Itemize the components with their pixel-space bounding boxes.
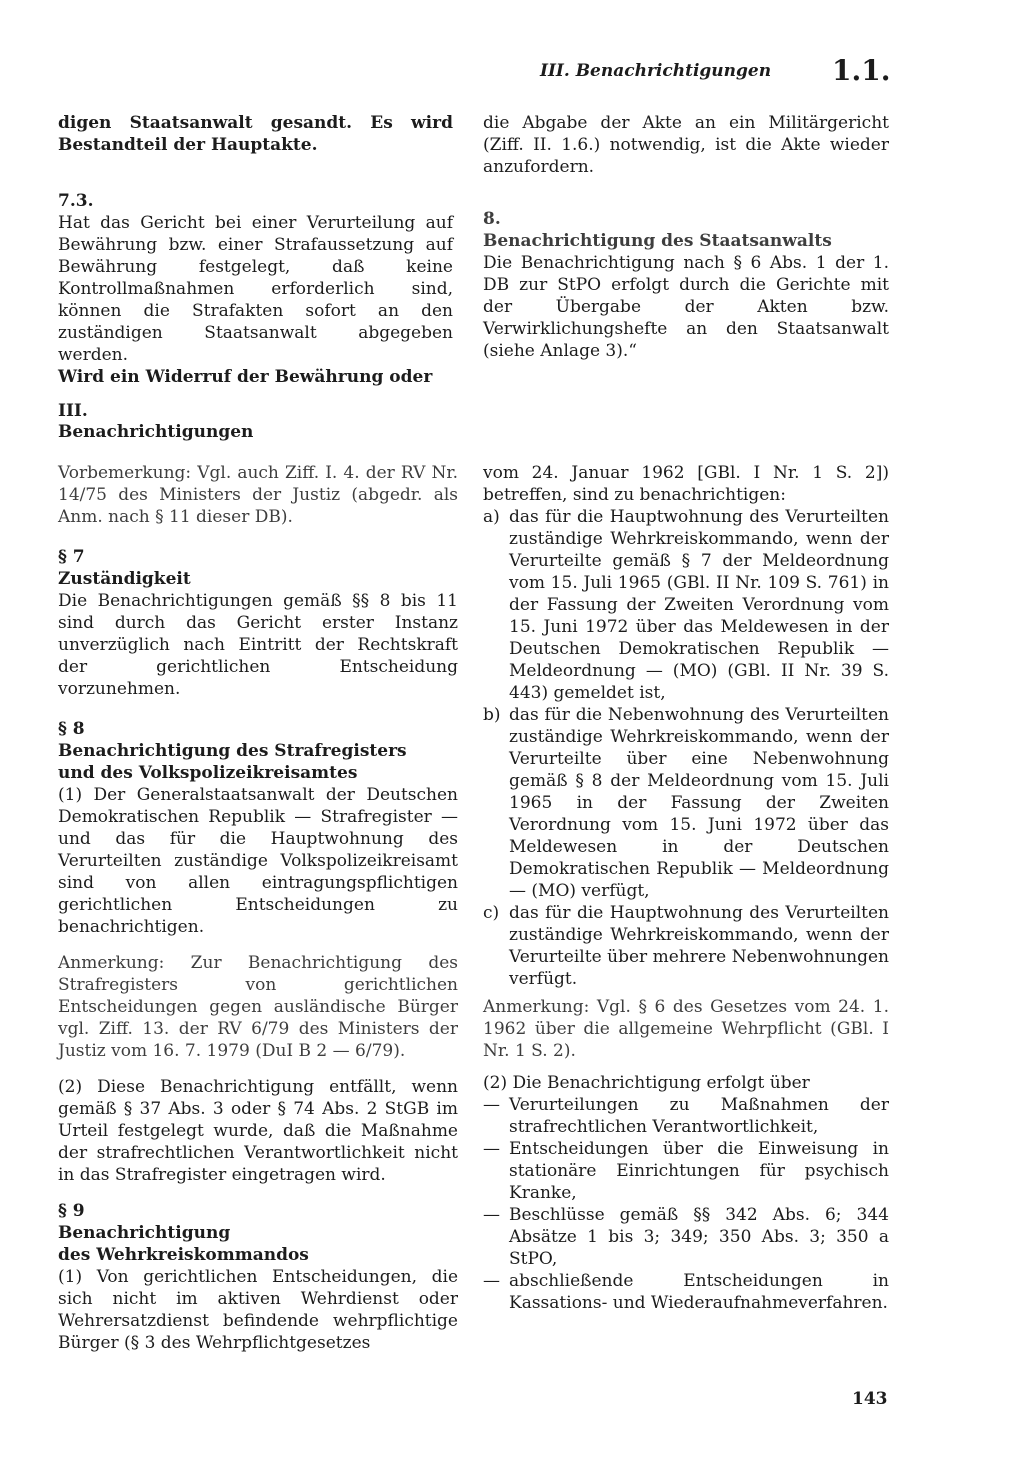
subsection-8-heading: Benachrichtigung des Staatsanwalts [483, 231, 832, 251]
main-left-column [58, 462, 458, 1354]
dash-list-item [483, 1094, 889, 1138]
list-item-text: das für die Nebenwohnung des Verurteilten zuständige Wehrkreiskommando, wenn der Verurteilte über eine Nebenwohnung gemäß § 8 der Meldeordnung vom 15. Juli 1965 in der Fassung der Zweiten Verordnung vom 15. Juni 1972 über das Meldewesen in der Deutschen Demokratischen Republik — Meldeordnung — (MO) verfügt, [509, 705, 889, 901]
section-number: III. [58, 401, 88, 421]
subsection-number: 7.3. [58, 191, 94, 211]
paragraph-8-title-1: Benachrichtigung des Strafregisters [58, 741, 407, 761]
list-item-text: das für die Hauptwohnung des Verurteilten zuständige Wehrkreiskommando, wenn der Verurteilte über mehrere Nebenwohnungen verfügt. [509, 903, 889, 989]
dash-list-item [483, 1270, 889, 1314]
subsection-text-cont: Wird ein Widerruf der Bewährung oder [58, 367, 433, 387]
list-item-text: das für die Hauptwohnung des Verurteilten zuständige Wehrkreiskommando, wenn der Verurteilte gemäß § 7 der Meldeordnung vom 15. Juli 1965 (GBl. II Nr. 109 S. 761) in der Fassung der Zweiten Verordnung vom 15. Juni 1972 über das Meldewesen in der Deutschen Demokratischen Republik — Meldeordnung — (MO) (GBl. II Nr. 39 S. 443) gemeldet ist, [509, 507, 889, 703]
subsection-8-number: 8. [483, 209, 501, 229]
paragraph-7-text: Die Benachrichtigungen gemäß §§ 8 bis 11 sind durch das Gericht erster Instanz unverzüglich nach Eintritt der Rechtskraft der gerichtlichen Entscheidung vorzunehmen. [58, 591, 458, 699]
paragraph-9-abs-1: (1) Von gerichtlichen Entscheidungen, die sich nicht im aktiven Wehrdienst oder Wehrersatzdienst befindende wehrpflichtige Bürger (§ 3 des Wehrpflichtgesetzes [58, 1267, 458, 1353]
vorbemerkung: Vorbemerkung: Vgl. auch Ziff. I. 4. der RV Nr. 14/75 des Ministers der Justiz (abgedr. als Anm. nach § 11 dieser DB). [58, 463, 458, 527]
paragraph-9-anmerkung: Anmerkung: Vgl. § 6 des Gesetzes vom 24. 1. 1962 über die allgemeine Wehrpflicht (GBl. I Nr. 1 S. 2). [483, 997, 889, 1061]
paragraph-8-number: § 8 [58, 719, 85, 739]
paragraph-7-number: § 7 [58, 547, 85, 567]
dash-list-text: Entscheidungen über die Einweisung in stationäre Einrichtungen für psychisch Kranke, [509, 1139, 889, 1203]
paragraph-9-title-2: des Wehrkreiskommandos [58, 1245, 309, 1265]
continuation-text: digen Staatsanwalt gesandt. Es wird Bestandteil der Hauptakte. [58, 113, 453, 155]
subsection-text: Hat das Gericht bei einer Verurteilung auf Bewährung bzw. einer Strafaussetzung auf Bewährung festgelegt, daß keine Kontrollmaßnahmen erforderlich sind, können die Strafakten sofort an den zuständigen Staatsanwalt abgegeben werden. [58, 213, 453, 365]
dash-list-item [483, 1138, 889, 1204]
list-item [483, 902, 889, 990]
paragraph-9-title-1: Benachrichtigung [58, 1223, 231, 1243]
dash-marker: — [483, 1271, 500, 1291]
list-item [483, 704, 889, 902]
dash-list-text: Beschlüsse gemäß §§ 342 Abs. 6; 344 Absätze 1 bis 3; 349; 350 Abs. 3; 350 a StPO, [509, 1205, 889, 1269]
dash-list-text: Verurteilungen zu Maßnahmen der strafrechtlichen Verantwortlichkeit, [509, 1095, 889, 1137]
paragraph-8-abs-1: (1) Der Generalstaatsanwalt der Deutschen Demokratischen Republik — Strafregister — und das für die Hauptwohnung des Verurteilten zuständige Volkspolizeikreisamt sind von allen eintragungspflichtigen gerichtlichen Entscheidungen zu benachrichtigen. [58, 785, 458, 937]
running-header-section: 1.1. [832, 54, 891, 87]
list-item-label: a) [483, 507, 500, 527]
dash-list-text: abschließende Entscheidungen in Kassations- und Wiederaufnahmeverfahren. [509, 1271, 889, 1313]
section-title: Benachrichtigungen [58, 422, 254, 442]
top-left-block [58, 112, 458, 388]
page-number: 143 [852, 1389, 888, 1409]
paragraph-8-anmerkung: Anmerkung: Zur Benachrichtigung des Strafregisters von gerichtlichen Entscheidungen gegen ausländische Bürger vgl. Ziff. 13. der RV 6/79 des Ministers der Justiz vom 16. 7. 1979 (DuI B 2 — 6/79). [58, 953, 458, 1061]
subsection-8-text: Die Benachrichtigung nach § 6 Abs. 1 der 1. DB zur StPO erfolgt durch die Gerichte mit der Übergabe der Akten bzw. Verwirklichungshefte an den Staatsanwalt (siehe Anlage 3).“ [483, 253, 889, 361]
dash-marker: — [483, 1095, 500, 1115]
dash-marker: — [483, 1205, 500, 1225]
continuation-text-right: die Abgabe der Akte an ein Militärgericht (Ziff. II. 1.6.) notwendig, ist die Akte wieder anzufordern. [483, 113, 889, 177]
paragraph-9-continuation: vom 24. Januar 1962 [GBl. I Nr. 1 S. 2]) betreffen, sind zu benachrichtigen: [483, 463, 889, 505]
top-right-block [483, 112, 889, 362]
paragraph-8-abs-2: (2) Diese Benachrichtigung entfällt, wenn gemäß § 37 Abs. 3 oder § 74 Abs. 2 StGB im Urteil festgelegt wurde, daß die Maßnahme der strafrechtlichen Verantwortlichkeit nicht in das Strafregister eingetragen wird. [58, 1077, 458, 1185]
paragraph-8-title-2: und des Volkspolizeikreisamtes [58, 763, 358, 783]
list-item-label: c) [483, 903, 500, 923]
dash-list-item [483, 1204, 889, 1270]
paragraph-9-abs-2-intro: (2) Die Benachrichtigung erfolgt über [483, 1073, 810, 1093]
dash-marker: — [483, 1139, 500, 1159]
running-header-title: III. Benachrichtigungen [540, 61, 772, 81]
paragraph-7-title: Zuständigkeit [58, 569, 191, 589]
list-item [483, 506, 889, 704]
list-item-label: b) [483, 705, 501, 725]
paragraph-9-number: § 9 [58, 1201, 85, 1221]
main-right-column [483, 462, 889, 1314]
